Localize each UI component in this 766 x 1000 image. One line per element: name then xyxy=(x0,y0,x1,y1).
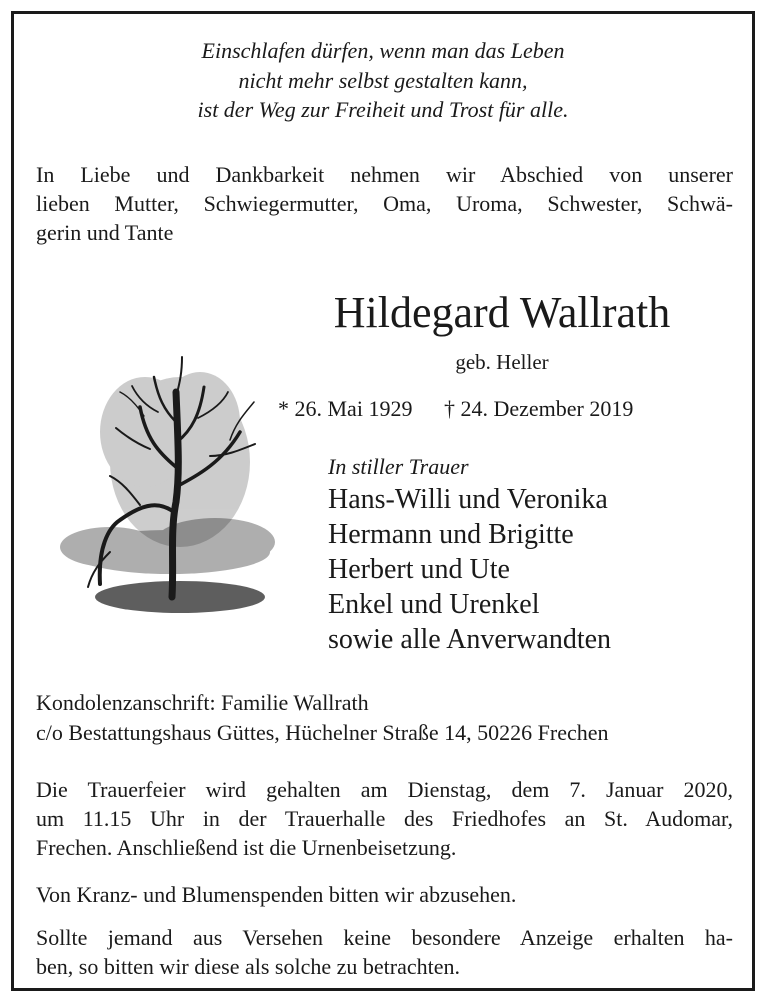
intro-line: In Liebe und Dankbarkeit nehmen wir Abschied von unserer xyxy=(36,162,733,187)
deceased-name: Hildegard Wallrath xyxy=(333,288,671,337)
condolence-address xyxy=(36,688,608,748)
motto-verse xyxy=(14,36,752,125)
tree-icon xyxy=(50,352,290,632)
mourners-block xyxy=(328,452,611,657)
mourner-name: Hans-Willi und Veronika xyxy=(328,484,608,515)
mourner-name: Enkel und Urenkel xyxy=(328,589,540,620)
ceremony-paragraph xyxy=(36,775,733,862)
closing-line: ben, so bitten wir diese als solche zu betrachten. xyxy=(36,954,460,979)
motto-line: Einschlafen dürfen, wenn man das Leben xyxy=(201,38,565,63)
intro-line: lieben Mutter, Schwiegermutter, Oma, Uroma, Schwester, Schwä- xyxy=(36,191,733,216)
motto-line: nicht mehr selbst gestalten kann, xyxy=(238,67,528,93)
intro-line: gerin und Tante xyxy=(36,220,174,245)
mourner-name: Herbert und Ute xyxy=(328,554,510,585)
mourner-name: Hermann und Brigitte xyxy=(328,519,574,550)
condolence-line: Kondolenzanschrift: Familie Wallrath xyxy=(36,690,369,715)
flowers-note: Von Kranz- und Blumenspenden bitten wir abzusehen. xyxy=(36,882,517,907)
closing-paragraph xyxy=(36,923,733,981)
birth-date: * 26. Mai 1929 xyxy=(278,396,413,421)
mourners-lead: In stiller Trauer xyxy=(328,454,469,479)
ceremony-line: Die Trauerfeier wird gehalten am Dienstag, dem 7. Januar 2020, xyxy=(36,777,733,802)
obituary-frame xyxy=(11,11,755,991)
closing-line: Sollte jemand aus Versehen keine besondere Anzeige erhalten ha- xyxy=(36,925,733,950)
condolence-line: c/o Bestattungshaus Güttes, Hüchelner Straße 14, 50226 Frechen xyxy=(36,720,609,745)
life-dates xyxy=(278,394,633,423)
maiden-name: geb. Heller xyxy=(455,350,549,374)
ceremony-line: Frechen. Anschließend ist die Urnenbeisetzung. xyxy=(36,835,457,860)
mourner-name: sowie alle Anverwandten xyxy=(328,624,612,655)
motto-line: ist der Weg zur Freiheit und Trost für alle. xyxy=(197,97,569,122)
intro-paragraph xyxy=(36,160,733,247)
death-date: † 24. Dezember 2019 xyxy=(443,396,634,421)
ceremony-line: um 11.15 Uhr in der Trauerhalle des Friedhofes an St. Audomar, xyxy=(36,806,733,831)
